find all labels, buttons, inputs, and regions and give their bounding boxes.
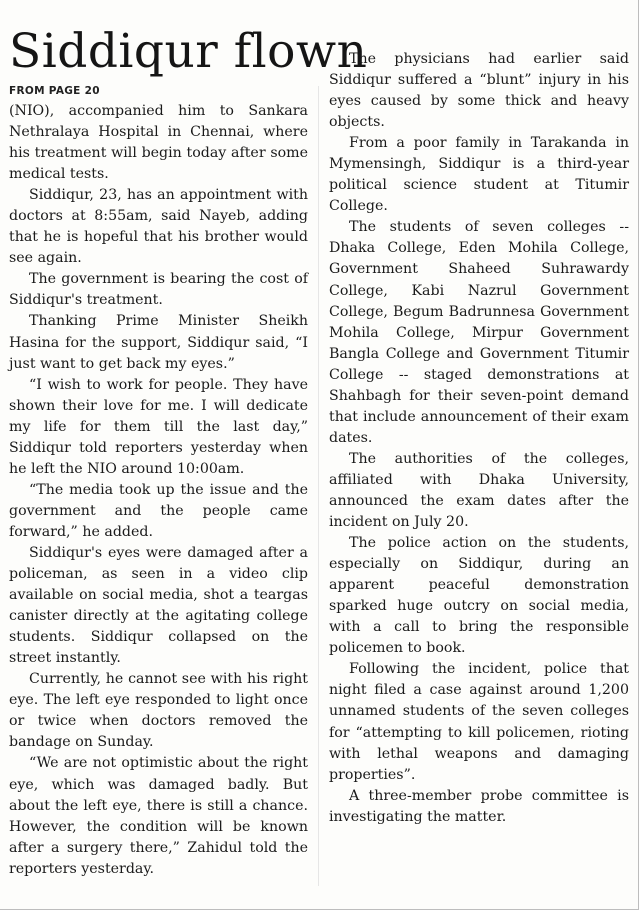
headline: Siddiqur flown: [9, 24, 368, 79]
continuation-label: FROM PAGE 20: [9, 85, 100, 97]
paragraph: Siddiqur, 23, has an appointment with doctors at 8:55am, said Nayeb, adding that he is hopeful that his brother would see again.: [9, 187, 308, 267]
paragraph: (NIO), accompanied him to Sankara Nethralaya Hospital in Chennai, where his treatment will begin today after some medical tests.: [9, 103, 308, 183]
paragraph: Thanking Prime Minister Sheikh Hasina for the support, Siddiqur said, “I just want to get back my eyes.”: [9, 313, 308, 372]
article-column-right: [329, 49, 629, 828]
paragraph: The students of seven colleges -- Dhaka College, Eden Mohila College, Government Shaheed Suhrawardy College, Kabi Nazrul Government College, Begum Badrunnesa Government Mohila College, Mirpur Government Bangla College and Government Titumir College -- staged demonstrations at Shahbagh for their seven-point demand that include announcement of their exam dates.: [329, 219, 629, 446]
article-column-left: [9, 101, 308, 880]
paragraph: The authorities of the colleges, affiliated with Dhaka University, announced the exam dates after the incident on July 20.: [329, 450, 629, 531]
paragraph: The government is bearing the cost of Siddiqur's treatment.: [9, 271, 308, 309]
paragraph: “I wish to work for people. They have shown their love for me. I will dedicate my life for them till the last day,” Siddiqur told reporters yesterday when he left the NIO around 10:00am.: [9, 376, 308, 477]
paragraph: A three-member probe committee is investigating the matter.: [329, 787, 629, 825]
paragraph: “We are not optimistic about the right eye, which was damaged badly. But about the left eye, there is still a chance. However, the condition will be known after a surgery there,” Zahidul told the reporters yesterday.: [9, 755, 308, 877]
paragraph: The police action on the students, especially on Siddiqur, during an apparent peaceful demonstration sparked huge outcry on social media, with a call to bring the responsible policemen to book.: [329, 535, 629, 657]
paragraph: Siddiqur's eyes were damaged after a policeman, as seen in a video clip available on social media, shot a teargas canister directly at the agitating college students. Siddiqur collapsed on the street instantly.: [9, 544, 308, 667]
paragraph: The physicians had earlier said Siddiqur suffered a “blunt” injury in his eyes caused by some thick and heavy objects.: [329, 51, 629, 131]
paragraph: Following the incident, police that night filed a case against around 1,200 unnamed students of the seven colleges for “attempting to kill policemen, rioting with lethal weapons and damaging properties”.: [329, 661, 629, 783]
paragraph: “The media took up the issue and the government and the people came forward,” he added.: [9, 481, 308, 540]
paragraph: From a poor family in Tarakanda in Mymensingh, Siddiqur is a third-year political science student at Titumir College.: [329, 135, 629, 215]
column-divider: [318, 86, 319, 886]
paragraph: Currently, he cannot see with his right eye. The left eye responded to light once or twice when doctors removed the bandage on Sunday.: [9, 671, 308, 751]
